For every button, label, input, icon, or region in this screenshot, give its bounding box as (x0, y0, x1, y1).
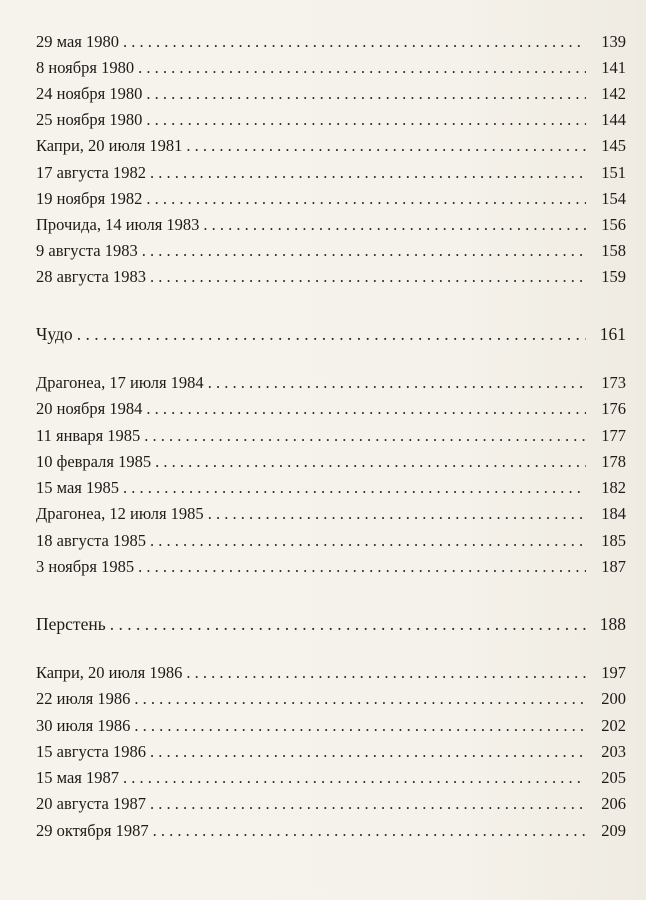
toc-title: 30 июля 1986 (36, 716, 131, 735)
toc-title: 20 ноября 1984 (36, 399, 143, 418)
dot-leader (146, 84, 586, 104)
toc-page-number: 176 (601, 399, 626, 418)
toc-title: 20 августа 1987 (36, 794, 146, 813)
toc-entry-row (36, 369, 626, 393)
toc-title: 15 мая 1985 (36, 478, 119, 497)
toc-page-number: 161 (599, 324, 626, 344)
toc-part-row (36, 610, 626, 634)
dot-leader (208, 504, 586, 524)
toc-title: 25 ноября 1980 (36, 110, 143, 129)
toc-page-number: 200 (601, 689, 626, 708)
toc-title: 29 октября 1987 (36, 821, 149, 840)
toc-entry-row (36, 474, 626, 498)
dot-leader (146, 189, 586, 209)
toc-entry-row (36, 738, 626, 762)
dot-leader (150, 267, 586, 287)
toc-page-number: 184 (601, 504, 626, 523)
toc-title: 8 ноября 1980 (36, 58, 135, 77)
dot-leader (150, 794, 586, 814)
toc-page-number: 141 (601, 58, 626, 77)
dot-leader (150, 163, 586, 183)
toc-entry-row (36, 54, 626, 78)
toc-page-number: 187 (601, 557, 626, 576)
toc-title: 17 августа 1982 (36, 163, 146, 182)
toc-entry-row (36, 448, 626, 472)
dot-leader (134, 689, 586, 709)
dot-leader (123, 32, 586, 52)
toc-entry-row (36, 159, 626, 183)
toc-page-number: 203 (601, 742, 626, 761)
toc-title: 24 ноября 1980 (36, 84, 143, 103)
toc-title: Прочида, 14 июля 1983 (36, 215, 200, 234)
dot-leader (134, 716, 586, 736)
toc-entry-row (36, 817, 626, 841)
toc-title: 29 мая 1980 (36, 32, 119, 51)
toc-title: Капри, 20 июля 1981 (36, 136, 183, 155)
toc-page-number: 156 (601, 215, 626, 234)
toc-title: 19 ноября 1982 (36, 189, 143, 208)
toc-page-number: 209 (601, 821, 626, 840)
dot-leader (142, 241, 586, 261)
toc-title: 18 августа 1985 (36, 531, 146, 550)
toc-title: Драгонеа, 17 июля 1984 (36, 373, 204, 392)
dot-leader (144, 426, 586, 446)
toc-page-number: 177 (601, 426, 626, 445)
dot-leader (123, 478, 586, 498)
toc-page-number: 159 (601, 267, 626, 286)
dot-leader (138, 557, 586, 577)
toc-title: Перстень (36, 614, 106, 634)
toc-page-number: 197 (601, 663, 626, 682)
toc-title: 9 августа 1983 (36, 241, 138, 260)
toc-entry-row (36, 527, 626, 551)
toc-page-number: 188 (599, 614, 626, 634)
toc-page-number: 142 (601, 84, 626, 103)
toc-title: 10 февраля 1985 (36, 452, 152, 471)
toc-page-number: 205 (601, 768, 626, 787)
dot-leader (203, 215, 586, 235)
dot-leader (138, 58, 586, 78)
toc-title: 15 августа 1986 (36, 742, 146, 761)
toc-entry-row (36, 185, 626, 209)
toc-entry-row (36, 132, 626, 156)
toc-page-number: 154 (601, 189, 626, 208)
toc-entry-row (36, 500, 626, 524)
toc-entry-row (36, 712, 626, 736)
toc-title: 3 ноября 1985 (36, 557, 135, 576)
toc-title: Капри, 20 июля 1986 (36, 663, 183, 682)
toc-page-number: 202 (601, 716, 626, 735)
toc-title: Чудо (36, 324, 73, 344)
dot-leader (186, 663, 586, 683)
toc-entry-row (36, 395, 626, 419)
dot-leader (123, 768, 586, 788)
dot-leader (77, 324, 586, 344)
toc-entry-row (36, 237, 626, 261)
dot-leader (146, 110, 586, 130)
dot-leader (146, 399, 586, 419)
dot-leader (208, 373, 586, 393)
toc-page-number: 144 (601, 110, 626, 129)
toc-page-number: 173 (601, 373, 626, 392)
toc-page-number: 185 (601, 531, 626, 550)
toc-entry-row (36, 80, 626, 104)
dot-leader (155, 452, 586, 472)
toc-title: 11 января 1985 (36, 426, 141, 445)
toc-title: 22 июля 1986 (36, 689, 131, 708)
toc-page-number: 178 (601, 452, 626, 471)
toc-page-number: 139 (601, 32, 626, 51)
toc-entry-row (36, 106, 626, 130)
toc-title: Драгонеа, 12 июля 1985 (36, 504, 204, 523)
toc-entry-row (36, 553, 626, 577)
toc-entry-row (36, 790, 626, 814)
toc-entry-row (36, 659, 626, 683)
toc-title: 28 августа 1983 (36, 267, 146, 286)
toc-title: 15 мая 1987 (36, 768, 119, 787)
toc-part-row (36, 320, 626, 344)
toc-entry-row (36, 263, 626, 287)
toc-page-number: 206 (601, 794, 626, 813)
toc-page-number: 158 (601, 241, 626, 260)
toc-page-number: 145 (601, 136, 626, 155)
dot-leader (153, 821, 586, 841)
toc-entry-row (36, 685, 626, 709)
toc-entry-row (36, 211, 626, 235)
toc-page-number: 151 (601, 163, 626, 182)
toc-entry-row (36, 764, 626, 788)
toc-entry-row (36, 28, 626, 52)
dot-leader (150, 742, 586, 762)
dot-leader (150, 531, 586, 551)
toc-entry-row (36, 422, 626, 446)
dot-leader (186, 136, 586, 156)
toc-page-number: 182 (601, 478, 626, 497)
dot-leader (110, 614, 586, 634)
